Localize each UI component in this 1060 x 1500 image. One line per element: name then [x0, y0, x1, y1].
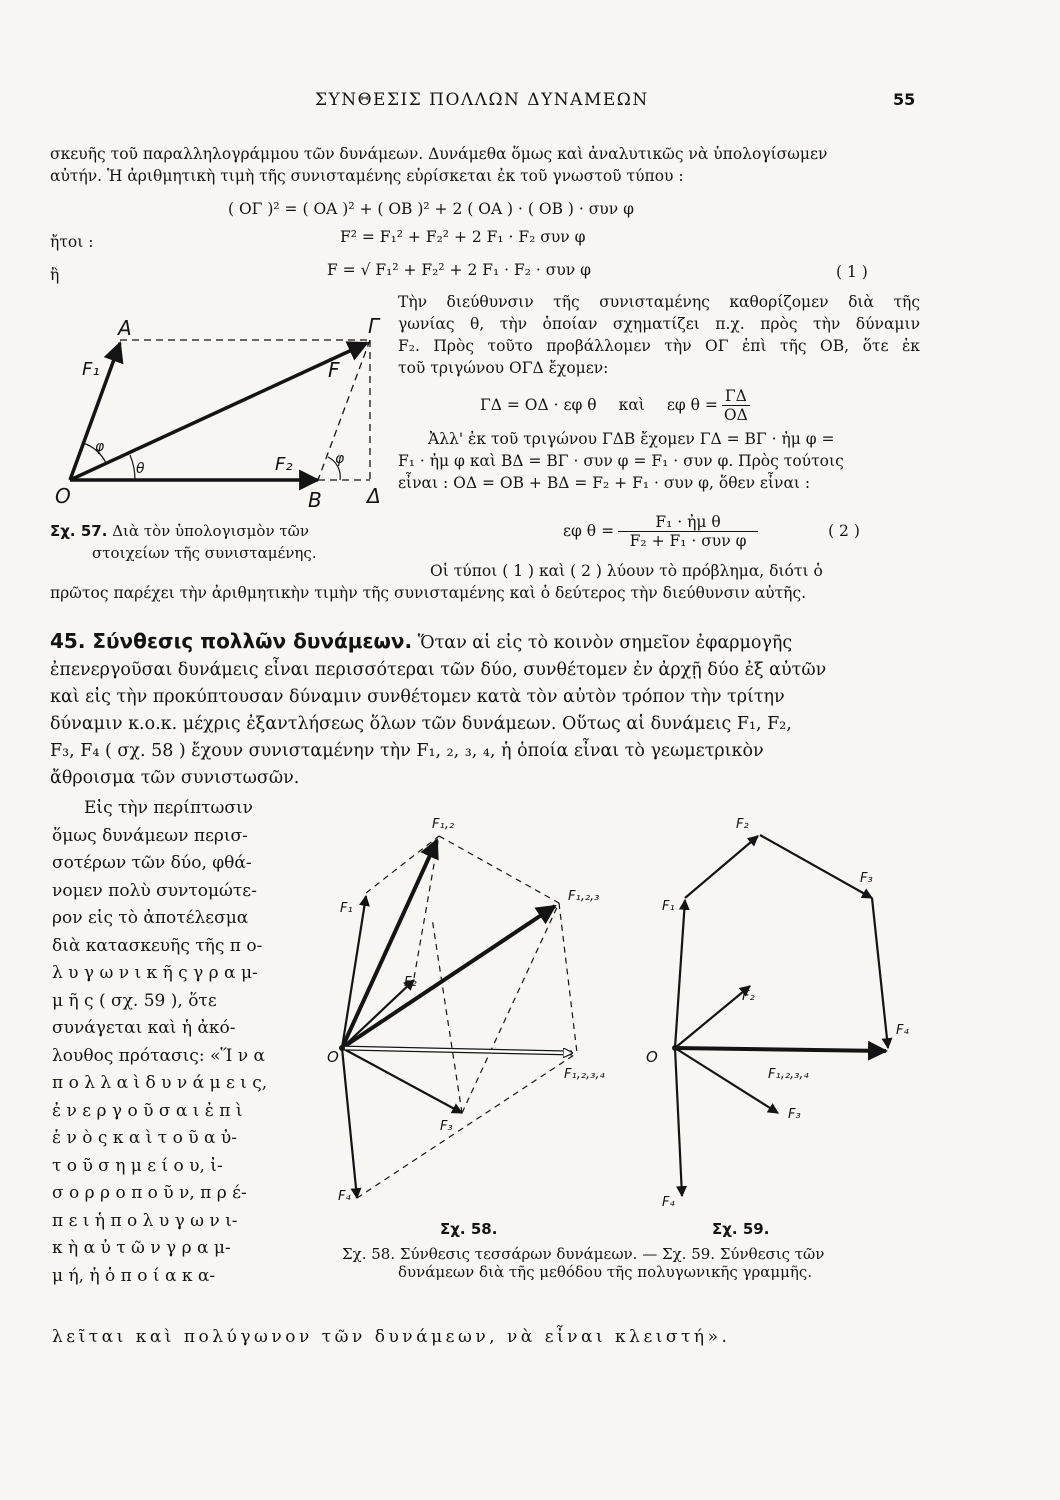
- figures-58-59-caption: [342, 1245, 922, 1281]
- narrow-line: μ ή, ἡ ὁ π ο ί α κ α-: [52, 1265, 216, 1286]
- equation-2: F² = F₁² + F₂² + 2 F₁ · F₂ συν φ: [340, 228, 586, 246]
- equation-5-denominator: F₂ + F₁ · συν φ: [629, 531, 747, 550]
- intro-line-1: σκευῆς τοῦ παραλληλογράμμου τῶν δυνάμεων. Δυνάμεθα ὅμως καὶ ἀναλυτικῶς νὰ ὑπολογίσωμεν: [50, 145, 828, 163]
- narrow-line: λουθος πρότασις: «Ἵ ν α: [52, 1045, 265, 1066]
- label-O: O: [55, 484, 71, 508]
- narrow-line: μ ῆ ς ( σχ. 59 ), ὅτε: [52, 990, 217, 1011]
- direction-line-3: F₂. Πρὸς τοῦτο προβάλλομεν τὴν ΟΓ ἐπὶ τῆς ΟΒ, ὅτε ἐκ: [398, 337, 920, 355]
- narrow-line: λ υ γ ω ν ι κ ῆ ς γ ρ α μ-: [52, 963, 258, 983]
- section-45-line-3: καὶ εἰς τὴν προκύπτουσαν δύναμιν συνθέτομεν κατὰ τὸν αὐτὸν τρόπον τὴν τρίτην: [50, 687, 785, 707]
- label-F4: F₄: [896, 1023, 909, 1038]
- equation-3-number: ( 1 ): [836, 263, 868, 281]
- label-F2: F₂: [404, 975, 417, 990]
- label-O: O: [327, 1048, 339, 1066]
- narrow-line: κ ὴ α ὐ τ ῶ ν γ ρ α μ-: [52, 1238, 231, 1258]
- direction-line-8: Οἱ τύποι ( 1 ) καὶ ( 2 ) λύουν τὸ πρόβλημα, διότι ὁ: [430, 562, 823, 580]
- narrow-line: ὅμως δυνάμεων περισ-: [52, 825, 248, 846]
- section-45-line-6: ἄθροισμα τῶν συνιστωσῶν.: [50, 768, 300, 788]
- label-F: F: [328, 358, 340, 382]
- equation-4-lhs: ΓΔ = ΟΔ · εφ θ: [480, 396, 597, 414]
- figure-58: [322, 808, 622, 1228]
- figure-57-number: Σχ. 57.: [50, 522, 108, 540]
- equation-5: [563, 506, 860, 556]
- label-Delta: Δ: [367, 484, 381, 508]
- label-F2: F₂: [736, 817, 749, 832]
- narrow-line: τ ο ῦ σ η μ ε ί ο υ, ἰ-: [52, 1155, 223, 1176]
- narrow-line: Εἰς τὴν περίπτωσιν: [84, 798, 254, 818]
- polygon-F2: [685, 836, 758, 898]
- label-phi: φ: [95, 439, 105, 455]
- label-F2-free: F₂: [742, 989, 755, 1004]
- label-F1234: F₁,₂,₃,₄: [564, 1067, 605, 1082]
- polygon-F4: [872, 898, 888, 1048]
- equation-5-lhs: εφ θ =: [563, 522, 615, 540]
- narrow-line: σοτέρων τῶν δύο, φθά-: [52, 853, 252, 873]
- equation-1: ( ΟΓ )² = ( ΟΑ )² + ( ΟΒ )² + 2 ( ΟΑ ) · ( ΟΒ ) · συν φ: [228, 200, 634, 218]
- final-statement-line: λεῖται καὶ πολύγωνον τῶν δυνάμεων, νὰ εἶναι κλειστή».: [52, 1327, 731, 1347]
- figure-59: [640, 808, 930, 1228]
- vector-F4: [675, 1048, 682, 1196]
- direction-line-2: γωνίας θ, τὴν ὁποίαν σχηματίζει π.χ. πρὸς τὴν δύναμιν: [398, 315, 920, 333]
- narrow-line: ρον εἰς τὸ ἀποτέλεσμα: [52, 908, 249, 928]
- vector-F-resultant: [70, 343, 367, 480]
- polygon-F3: [760, 835, 872, 898]
- label-i: ἢ: [50, 266, 60, 284]
- page-number: 55: [893, 90, 916, 109]
- vector-F4: [342, 1048, 357, 1198]
- direction-line-5: Ἀλλ' ἐκ τοῦ τριγώνου ΓΔΒ ἔχομεν ΓΔ = ΒΓ · ἠμ φ =: [428, 430, 835, 448]
- label-F3-free: F₃: [788, 1107, 801, 1122]
- section-45-heading: 45. Σύνθεσις πολλῶν δυνάμεων.: [50, 629, 413, 653]
- narrow-line: ἑ ν ὸ ς κ α ὶ τ ο ῦ α ὐ-: [52, 1128, 237, 1148]
- label-F1: F₁: [340, 901, 353, 916]
- label-phi-2: φ: [335, 451, 345, 467]
- section-45-line-5: F₃, F₄ ( σχ. 58 ) ἔχουν συνισταμένην τὴν F₁, ₂, ₃, ₄, ἡ ὁποία εἶναι τὸ γεωμετρικὸν: [50, 741, 764, 761]
- intro-paragraph: [50, 143, 920, 187]
- label-F4: F₄: [338, 1189, 351, 1204]
- section-45-line-1: Ὅταν αἱ εἰς τὸ κοινὸν σημεῖον ἐφαρμογῆς: [417, 633, 793, 653]
- label-F1: F₁: [662, 899, 675, 914]
- narrow-text-column: [52, 795, 317, 1290]
- section-45: [50, 628, 922, 792]
- equation-5-fraction: [618, 513, 758, 550]
- label-F3: F₃: [860, 871, 873, 886]
- vector-F3: [342, 1048, 462, 1113]
- label-F2: F₂: [275, 454, 293, 475]
- equation-4-rhs: εφ θ =: [666, 396, 718, 414]
- direction-paragraph-2: [398, 428, 920, 494]
- equation-3: F = √ F₁² + F₂² + 2 F₁ · F₂ · συν φ: [327, 261, 591, 279]
- label-F123: F₁,₂,₃: [568, 889, 600, 904]
- caption-line-1: Σχ. 58. Σύνθεσις τεσσάρων δυνάμεων. — Σχ. 59. Σύνθεσις τῶν: [342, 1245, 825, 1263]
- direction-line-1: Τὴν διεύθυνσιν τῆς συνισταμένης καθορίζομεν διὰ τῆς: [398, 293, 920, 311]
- intro-line-2: αὐτήν. Ἡ ἀριθμητικὴ τιμὴ τῆς συνισταμένης εὑρίσκεται ἐκ τοῦ γνωστοῦ τύπου :: [50, 167, 684, 185]
- narrow-line: ἐ ν ε ρ γ ο ῦ σ α ι ἐ π ὶ: [52, 1100, 243, 1121]
- vector-F1234: [675, 1048, 886, 1051]
- section-45-line-4: δύναμιν κ.ο.κ. μέχρις ἐξαντλήσεως ὅλων τῶν δυνάμεων. Οὕτως αἱ δυνάμεις F₁, F₂,: [50, 714, 792, 734]
- vector-F3: [675, 1048, 778, 1113]
- equation-4: [480, 380, 750, 430]
- label-F1: F₁: [82, 359, 100, 380]
- caption-line-2: δυνάμεων διὰ τῆς μεθόδου τῆς πολυγωνικῆς γραμμῆς.: [398, 1263, 813, 1281]
- narrow-line: διὰ κατασκευῆς τῆς π ο-: [52, 935, 263, 956]
- equation-5-number: ( 2 ): [828, 522, 860, 540]
- angle-arc-theta: [130, 455, 135, 480]
- label-A: A: [118, 316, 132, 340]
- direction-paragraph: [398, 291, 920, 379]
- label-Gamma: Γ: [368, 315, 380, 338]
- narrow-line: νομεν πολὺ συντομώτε-: [52, 880, 257, 901]
- label-B: B: [308, 488, 322, 512]
- equation-4-fraction: [722, 387, 750, 424]
- figure-57-caption-line-2: στοιχείων τῆς συνισταμένης.: [92, 544, 317, 562]
- equation-4-and: καὶ: [618, 396, 645, 414]
- vector-F2: [675, 986, 750, 1048]
- equation-5-numerator: F₁ · ἠμ θ: [618, 513, 758, 532]
- narrow-line: π ε ι ἡ π ο λ υ γ ω ν ι-: [52, 1210, 238, 1231]
- equation-4-denominator: ΟΔ: [723, 405, 748, 424]
- narrow-line: π ο λ λ α ὶ δ υ ν ά μ ε ι ς,: [52, 1073, 268, 1093]
- equation-4-numerator: ΓΔ: [722, 387, 750, 406]
- label-itoi: ἤτοι :: [50, 233, 94, 251]
- figure-58-title: Σχ. 58.: [440, 1220, 498, 1238]
- vector-F2: [342, 980, 414, 1048]
- label-F12: F₁,₂: [432, 817, 455, 832]
- direction-line-4: τοῦ τριγώνου ΟΓΔ ἔχομεν:: [398, 359, 609, 377]
- narrow-line: σ ο ρ ρ ο π ο ῦ ν, π ρ έ-: [52, 1183, 247, 1203]
- narrow-line: συνάγεται καὶ ἡ ἀκό-: [52, 1018, 236, 1038]
- figure-57: [50, 315, 395, 515]
- figure-57-caption-line-1: Διὰ τὸν ὑπολογισμὸν τῶν: [112, 522, 309, 540]
- figure-57-caption: [50, 522, 309, 540]
- figure-59-title: Σχ. 59.: [712, 1220, 770, 1238]
- polygon-F1: [675, 900, 685, 1048]
- section-45-line-2: ἐπενεργοῦσαι δυνάμεις εἶναι περισσότεραι τῶν δύο, συνθέτομεν ἐν ἀρχῇ δύο ἐξ αὐτῶν: [50, 660, 827, 680]
- label-O: O: [646, 1048, 658, 1066]
- direction-line-7: εἶναι : ΟΔ = ΟΒ + ΒΔ = F₂ + F₁ · συν φ, ὅθεν εἶναι :: [398, 474, 811, 492]
- label-F3: F₃: [440, 1119, 453, 1134]
- label-F4-free: F₄: [662, 1195, 675, 1210]
- direction-line-9: πρῶτος παρέχει τὴν ἀριθμητικὴν τιμὴν τῆς συνισταμένης καὶ ὁ δεύτερος τὴν διεύθυνσιν αὐτῆς.: [50, 584, 807, 602]
- running-header-title: ΣΥΝΘΕΣΙΣ ΠΟΛΛΩΝ ΔΥΝΑΜΕΩΝ: [315, 90, 649, 110]
- label-theta: θ: [136, 461, 145, 477]
- label-F1234: F₁,₂,₃,₄: [768, 1067, 809, 1082]
- direction-line-6: F₁ · ἠμ φ καὶ ΒΔ = ΒΓ · συν φ = F₁ · συν φ. Πρὸς τούτοις: [398, 452, 844, 470]
